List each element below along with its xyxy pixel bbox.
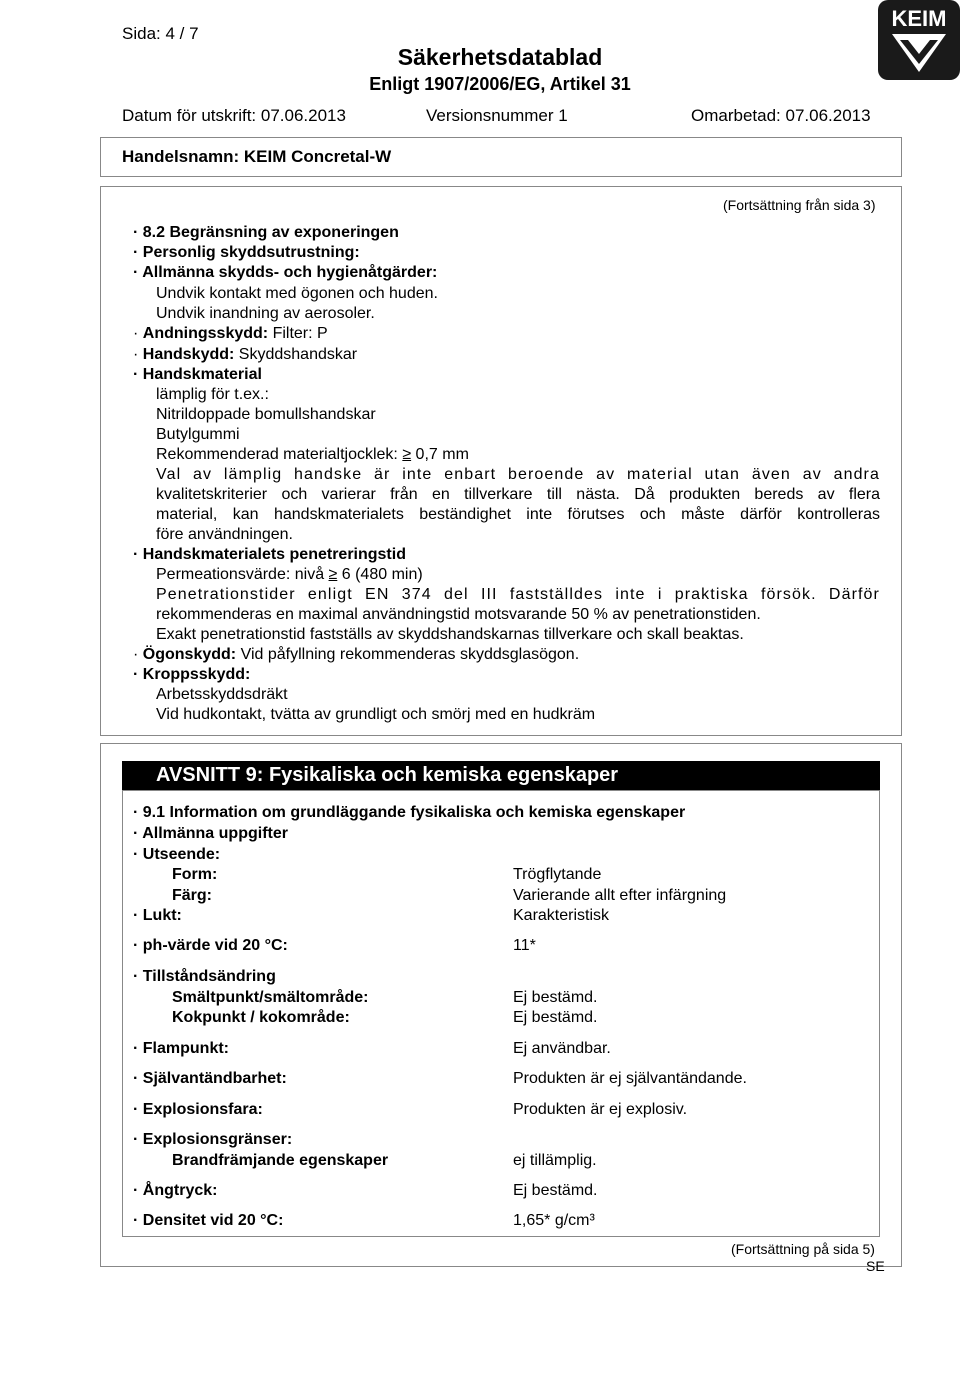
gloves-paragraph-line4: före användningen.	[156, 526, 293, 543]
self-ignition-label: · Självantändbarhet:	[133, 1070, 287, 1087]
form-value: Trögflytande	[513, 866, 602, 883]
color-label: Färg:	[172, 887, 212, 904]
odor-label: · Lukt:	[133, 907, 182, 924]
state-change-label: · Tillståndsändring	[133, 968, 276, 985]
explosion-hazard-value: Produkten är ej explosiv.	[513, 1101, 688, 1118]
ph-value: 11*	[513, 937, 536, 954]
general-info-label: · Allmänna uppgifter	[133, 825, 288, 842]
language-code: SE	[866, 1258, 885, 1274]
color-value: Varierande allt efter infärgning	[513, 887, 727, 904]
density-value: 1,65* g/cm³	[513, 1212, 595, 1229]
svg-text:KEIM: KEIM	[891, 6, 947, 31]
melting-point-value: Ej bestämd.	[513, 989, 598, 1006]
penetration-paragraph-line1: Penetrationstider enligt EN 374 del III fastställdes inte i praktiska försök. Därför	[156, 586, 880, 603]
explosion-hazard-label: · Explosionsfara:	[133, 1101, 263, 1118]
suitable-eg-text: lämplig för t.ex.:	[156, 386, 269, 403]
vapor-pressure-label: · Ångtryck:	[133, 1182, 218, 1199]
continued-from: (Fortsättning från sida 3)	[723, 197, 876, 213]
thickness-text: Rekommenderad materialtjocklek: ≥ 0,7 mm	[156, 446, 469, 463]
continued-on: (Fortsättning på sida 5)	[731, 1241, 875, 1257]
permeation-value: Permeationsvärde: nivå ≥ 6 (480 min)	[156, 566, 423, 583]
heading-9-1: · 9.1 Information om grundläggande fysikaliska och kemiska egenskaper	[133, 804, 686, 821]
penetration-time-label: · Handskmaterialets penetreringstid	[133, 546, 406, 563]
butyl-text: Butylgummi	[156, 426, 240, 443]
self-ignition-value: Produkten är ej självantändande.	[513, 1070, 747, 1087]
flash-point-label: · Flampunkt:	[133, 1040, 229, 1057]
version-number: Versionsnummer 1	[426, 106, 568, 125]
penetration-paragraph-line3: Exakt penetrationstid fastställs av skyddshandskarnas tillverkare och skall beaktas.	[156, 626, 744, 643]
eye-protection: · Ögonskydd: Vid påfyllning rekommenderas skyddsglasögon.	[133, 646, 580, 663]
page-number: Sida: 4 / 7	[122, 24, 199, 43]
flash-point-value: Ej användbar.	[513, 1040, 611, 1057]
section-9-title: AVSNITT 9: Fysikaliska och kemiska egenskaper	[156, 764, 619, 786]
print-date: Datum för utskrift: 07.06.2013	[122, 106, 346, 125]
personal-protection-label: · Personlig skyddsutrustning:	[133, 244, 360, 261]
penetration-paragraph-line2: rekommenderas en maximal användningstid motsvarande 50 % av penetrationstiden.	[156, 606, 761, 623]
ph-label: · ph-värde vid 20 °C:	[133, 937, 288, 954]
document-subtitle: Enligt 1907/2006/EG, Artikel 31	[369, 74, 631, 94]
gloves-paragraph-line2: kvalitetskriterier och varierar från en tillverkare till nästa. Då produkten bereds av flera	[156, 486, 880, 503]
melting-point-label: Smältpunkt/smältområde:	[172, 989, 369, 1006]
respiratory-protection: · Andningsskydd: Filter: P	[133, 325, 328, 342]
explosion-limits-label: · Explosionsgränser:	[133, 1131, 293, 1148]
odor-value: Karakteristisk	[513, 907, 610, 924]
nitrile-text: Nitrildoppade bomullshandskar	[156, 406, 376, 423]
heading-8-2: · 8.2 Begränsning av exponeringen	[133, 224, 399, 241]
vapor-pressure-value: Ej bestämd.	[513, 1182, 598, 1199]
revised-date: Omarbetad: 07.06.2013	[691, 106, 871, 125]
appearance-label: · Utseende:	[133, 846, 221, 863]
general-measures-label: · Allmänna skydds- och hygienåtgärder:	[133, 264, 438, 281]
hand-protection: · Handskydd: Skyddshandskar	[133, 346, 358, 363]
avoid-aerosols-text: Undvik inandning av aerosoler.	[156, 305, 375, 322]
hand-material-label: · Handskmaterial	[133, 366, 262, 383]
body-protection-line1: Arbetsskyddsdräkt	[156, 686, 288, 703]
gloves-paragraph-line1: Val av lämplig handske är inte enbart beroende av material utan även av andra	[156, 466, 880, 483]
form-label: Form:	[172, 866, 218, 883]
density-label: · Densitet vid 20 °C:	[133, 1212, 284, 1229]
body-protection-line2: Vid hudkontakt, tvätta av grundligt och smörj med en hudkräm	[156, 706, 596, 723]
oxidizing-value: ej tillämplig.	[513, 1152, 597, 1169]
oxidizing-label: Brandfrämjande egenskaper	[172, 1152, 389, 1169]
keim-logo	[878, 0, 960, 80]
avoid-eyes-text: Undvik kontakt med ögonen och huden.	[156, 285, 438, 302]
boiling-point-label: Kokpunkt / kokområde:	[172, 1009, 350, 1026]
document-title: Säkerhetsdatablad	[397, 44, 603, 70]
boiling-point-value: Ej bestämd.	[513, 1009, 598, 1026]
trade-name: Handelsnamn: KEIM Concretal-W	[122, 147, 392, 166]
gloves-paragraph-line3: material, kan handskmaterialets beständighet inte förutses och måste därför kontrolleras	[156, 506, 880, 523]
body-protection-label: · Kroppsskydd:	[133, 666, 251, 683]
